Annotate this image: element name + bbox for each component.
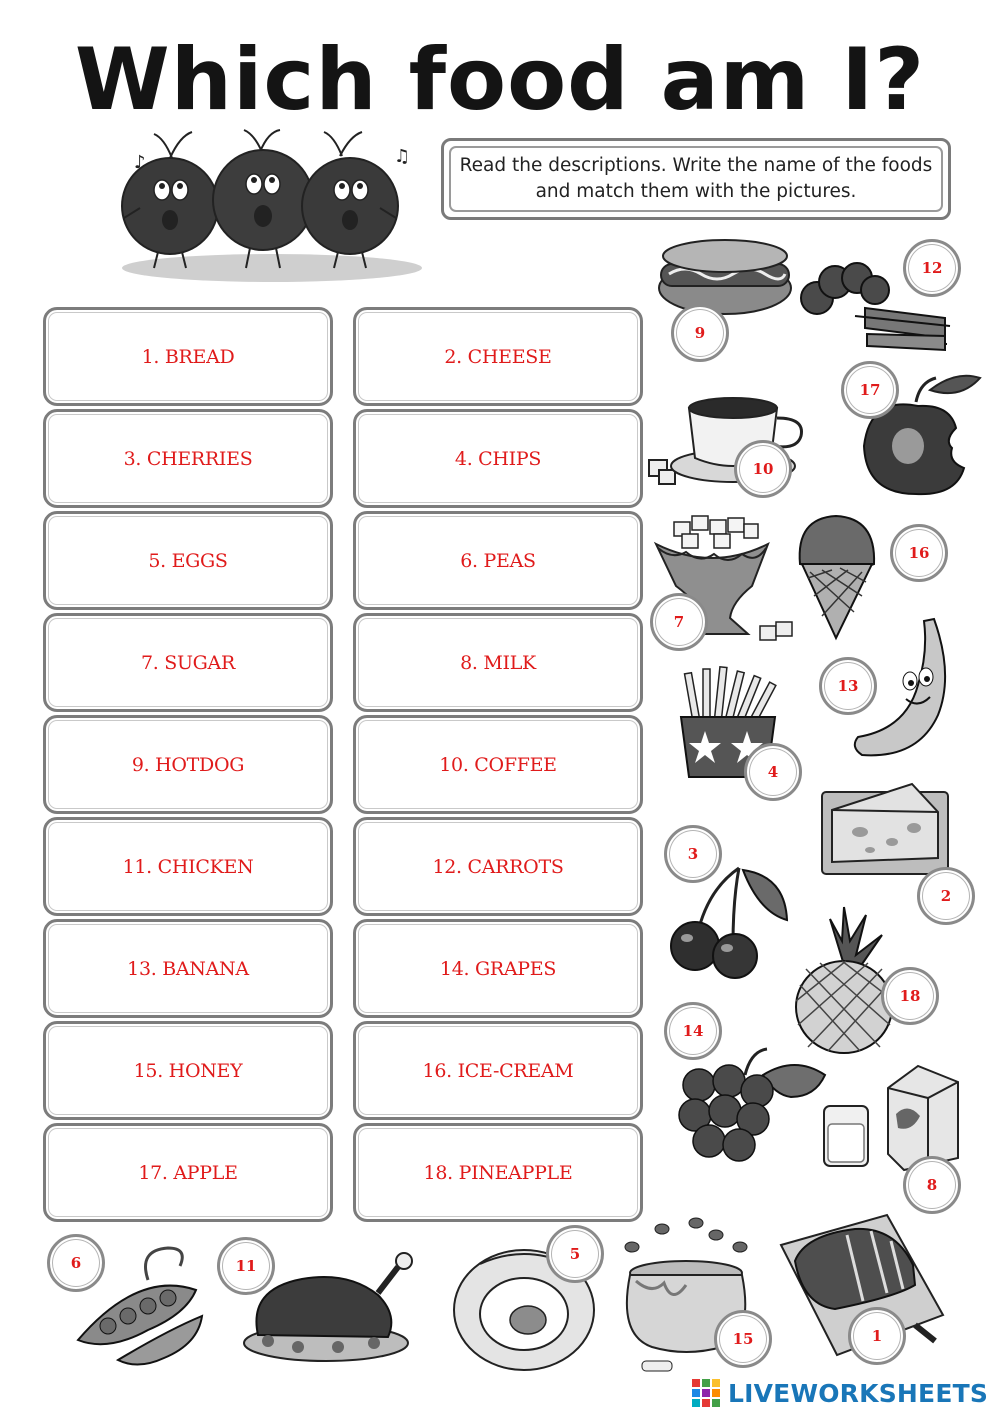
instructions-box: [441, 138, 951, 220]
answer-box-1[interactable]: [43, 307, 333, 406]
answer-text: 14. GRAPES: [439, 957, 557, 980]
picture-number-pineapple: 18: [881, 967, 939, 1025]
answer-text: 10. COFFEE: [439, 753, 557, 776]
picture-number-cheese: 2: [917, 867, 975, 925]
grapes-picture: [675, 1045, 830, 1165]
answer-text: 6. PEAS: [460, 549, 536, 572]
answer-text: 11. CHICKEN: [122, 855, 254, 878]
answer-box-11[interactable]: [43, 817, 333, 916]
answer-box-10[interactable]: [353, 715, 643, 814]
answer-box-4[interactable]: [353, 409, 643, 508]
picture-number-coffee: 10: [734, 440, 792, 498]
answer-box-12[interactable]: [353, 817, 643, 916]
picture-number-chicken: 11: [217, 1237, 275, 1295]
answer-text: 16. ICE-CREAM: [422, 1059, 574, 1082]
answer-text: 9. HOTDOG: [131, 753, 245, 776]
answer-box-5[interactable]: [43, 511, 333, 610]
answer-box-6[interactable]: [353, 511, 643, 610]
svg-text:♪: ♪: [134, 152, 146, 173]
picture-number-sugar: 7: [650, 593, 708, 651]
answer-text: 3. CHERRIES: [123, 447, 253, 470]
answer-box-7[interactable]: [43, 613, 333, 712]
answer-text: 15. HONEY: [133, 1059, 243, 1082]
answer-text: 18. PINEAPPLE: [423, 1161, 573, 1184]
singing-cherries-illustration: [110, 128, 430, 288]
answer-text: 5. EGGS: [148, 549, 228, 572]
picture-number-hotdog: 9: [671, 304, 729, 362]
answer-text: 2. CHEESE: [444, 345, 552, 368]
liveworksheets-logo: [692, 1378, 988, 1408]
answer-box-2[interactable]: [353, 307, 643, 406]
picture-number-peas: 6: [47, 1234, 105, 1292]
picture-number-grapes: 14: [664, 1002, 722, 1060]
picture-number-bread: 1: [848, 1307, 906, 1365]
picture-number-carrots: 12: [903, 239, 961, 297]
picture-number-milk: 8: [903, 1156, 961, 1214]
picture-number-honey: 15: [714, 1310, 772, 1368]
hotdog-picture: [655, 236, 795, 326]
instructions-text: Read the descriptions. Write the name of the foods and match them with the pictures.: [449, 146, 943, 212]
answer-text: 17. APPLE: [138, 1161, 238, 1184]
answer-box-16[interactable]: [353, 1021, 643, 1120]
answer-box-3[interactable]: [43, 409, 333, 508]
svg-text:♫: ♫: [394, 146, 411, 167]
answer-box-9[interactable]: [43, 715, 333, 814]
pineapple-picture: [790, 905, 900, 1055]
picture-number-apple: 17: [841, 361, 899, 419]
worksheet-title: Which food am I?: [74, 30, 926, 130]
answer-text: 4. CHIPS: [454, 447, 542, 470]
picture-number-cherries: 3: [664, 825, 722, 883]
answer-text: 12. CARROTS: [432, 855, 564, 878]
answer-box-18[interactable]: [353, 1123, 643, 1222]
answer-text: 7. SUGAR: [140, 651, 235, 674]
answer-box-14[interactable]: [353, 919, 643, 1018]
answer-box-8[interactable]: [353, 613, 643, 712]
answer-text: 1. BREAD: [141, 345, 235, 368]
liveworksheets-icon: [692, 1379, 722, 1407]
liveworksheets-wordmark: LIVEWORKSHEETS: [728, 1378, 989, 1408]
picture-number-chips: 4: [744, 743, 802, 801]
answer-text: 8. MILK: [460, 651, 536, 674]
cheese-picture: [818, 778, 953, 878]
answer-box-17[interactable]: [43, 1123, 333, 1222]
answer-box-15[interactable]: [43, 1021, 333, 1120]
answer-text: 13. BANANA: [127, 957, 249, 980]
picture-number-icecream: 16: [890, 524, 948, 582]
picture-number-banana: 13: [819, 657, 877, 715]
picture-number-eggs: 5: [546, 1225, 604, 1283]
answer-box-13[interactable]: [43, 919, 333, 1018]
